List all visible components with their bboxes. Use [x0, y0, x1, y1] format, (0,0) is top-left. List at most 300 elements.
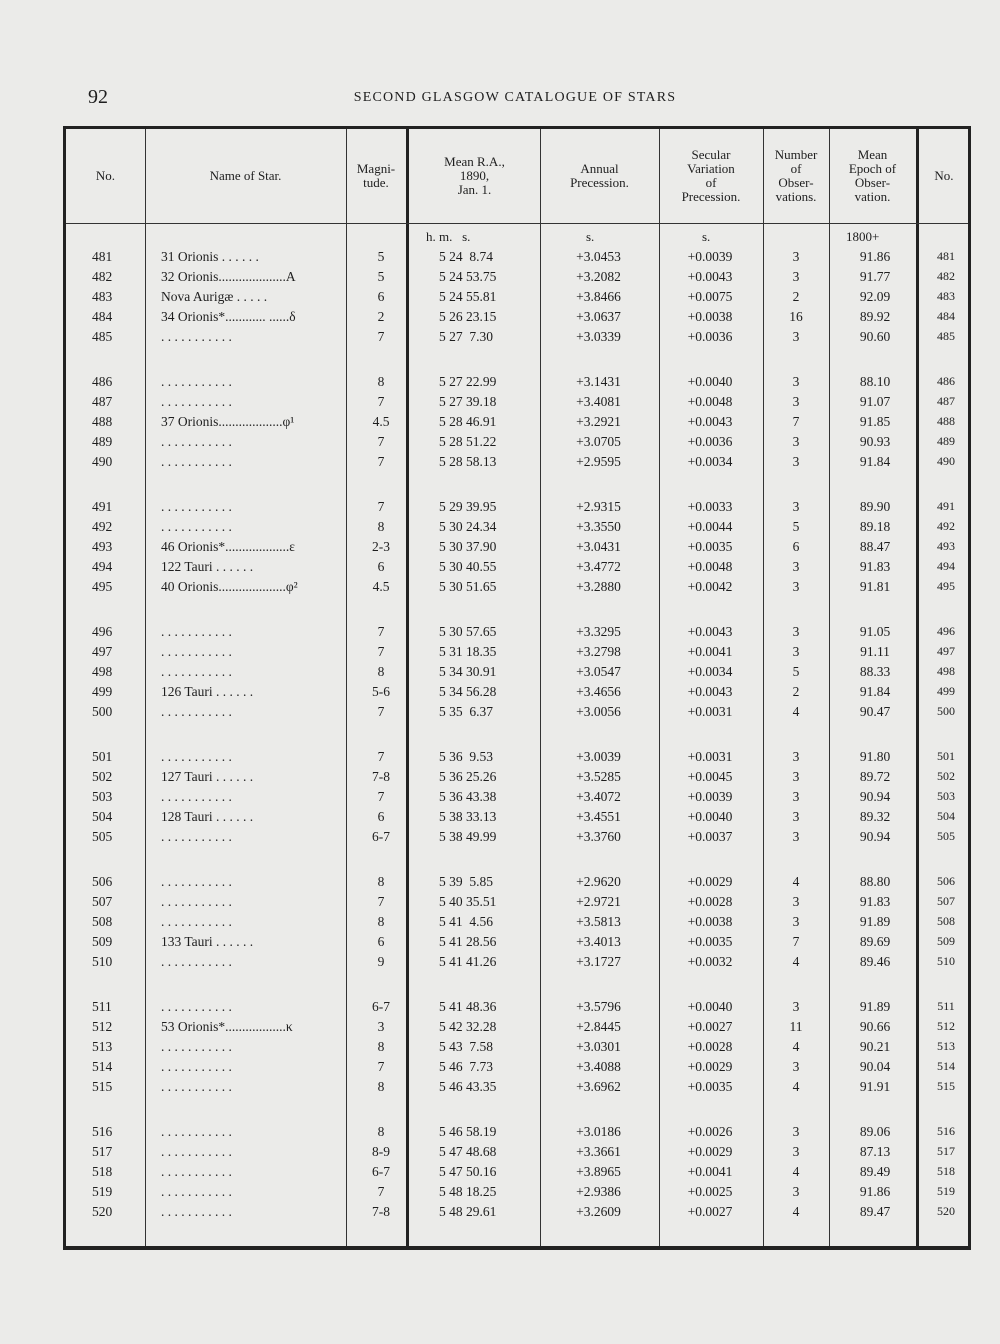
magnitude: 7	[377, 894, 385, 909]
star-number-right: 511	[937, 999, 955, 1013]
table-row	[66, 934, 968, 954]
secular-variation: +0.0045	[687, 769, 733, 784]
secular-variation: +0.0026	[687, 1124, 733, 1139]
star-number-right: 484	[937, 309, 955, 323]
star-number-right: 481	[937, 249, 955, 263]
star-name: . . . . . . . . . . .	[161, 329, 232, 344]
header-ra: Mean R.A., 1890, Jan. 1.	[444, 154, 505, 197]
mean-epoch: 90.60	[859, 329, 891, 344]
mean-epoch: 90.94	[859, 789, 891, 804]
right-ascension: 5 36 25.26	[439, 769, 497, 784]
annual-precession: +3.5285	[576, 769, 621, 784]
mean-epoch: 89.69	[859, 934, 891, 949]
star-number: 494	[92, 559, 113, 574]
star-number: 516	[92, 1124, 113, 1139]
magnitude: 8	[377, 664, 385, 679]
star-number-right: 503	[937, 789, 955, 803]
table-row	[66, 289, 968, 309]
header-no-right: No.	[934, 168, 954, 183]
secular-variation: +0.0032	[687, 954, 733, 969]
annual-precession: +2.9386	[576, 1184, 621, 1199]
star-number: 495	[92, 579, 113, 594]
table-row	[66, 894, 968, 914]
mean-epoch: 90.94	[859, 829, 891, 844]
star-number-right: 487	[937, 394, 955, 408]
secular-variation: +0.0036	[687, 329, 733, 344]
annual-precession: +3.1431	[576, 374, 621, 389]
star-name: . . . . . . . . . . .	[161, 999, 232, 1014]
mean-epoch: 89.92	[859, 309, 891, 324]
magnitude: 6	[377, 289, 385, 304]
mean-epoch: 91.05	[859, 624, 891, 639]
star-name: . . . . . . . . . . .	[161, 624, 232, 639]
mean-epoch: 91.83	[859, 559, 891, 574]
unit-epoch: 1800+	[846, 229, 880, 244]
right-ascension: 5 46 43.35	[439, 1079, 497, 1094]
magnitude: 8	[377, 874, 385, 889]
right-ascension: 5 28 46.91	[439, 414, 497, 429]
mean-epoch: 88.47	[859, 539, 891, 554]
table-row	[66, 414, 968, 434]
magnitude: 6-7	[372, 1164, 390, 1179]
mean-epoch: 89.32	[859, 809, 891, 824]
magnitude: 7	[377, 704, 385, 719]
star-number: 515	[92, 1079, 113, 1094]
table-row	[66, 249, 968, 269]
magnitude: 9	[377, 954, 385, 969]
right-ascension: 5 29 39.95	[439, 499, 497, 514]
annual-precession: +3.0339	[576, 329, 621, 344]
secular-variation: +0.0040	[687, 809, 733, 824]
annual-precession: +3.3661	[576, 1144, 621, 1159]
observation-count: 3	[792, 624, 800, 639]
table-row	[66, 1079, 968, 1099]
annual-precession: +2.9721	[576, 894, 621, 909]
star-name: 127 Tauri . . . . . .	[161, 769, 254, 784]
star-name: 133 Tauri . . . . . .	[161, 934, 254, 949]
secular-variation: +0.0036	[687, 434, 733, 449]
observation-count: 3	[792, 894, 800, 909]
annual-precession: +3.0453	[576, 249, 621, 264]
annual-precession: +3.0705	[576, 434, 621, 449]
header-epoch: Mean Epoch of Obser- vation.	[848, 147, 897, 204]
observation-count: 2	[792, 684, 800, 699]
right-ascension: 5 24 55.81	[439, 289, 497, 304]
secular-variation: +0.0033	[687, 499, 733, 514]
unit-precession: s.	[586, 229, 595, 244]
secular-variation: +0.0028	[687, 1039, 733, 1054]
annual-precession: +3.1727	[576, 954, 621, 969]
observation-count: 3	[792, 644, 800, 659]
star-number: 488	[92, 414, 113, 429]
table-row	[66, 684, 968, 704]
star-number-right: 491	[937, 499, 955, 513]
star-name: . . . . . . . . . . .	[161, 704, 232, 719]
right-ascension: 5 27 7.30	[439, 329, 493, 344]
star-number: 517	[92, 1144, 113, 1159]
mean-epoch: 91.85	[859, 414, 891, 429]
observation-count: 4	[792, 874, 800, 889]
secular-variation: +0.0027	[687, 1019, 733, 1034]
mean-epoch: 90.47	[859, 704, 891, 719]
annual-precession: +3.4072	[576, 789, 621, 804]
right-ascension: 5 47 50.16	[439, 1164, 497, 1179]
secular-variation: +0.0029	[687, 1059, 733, 1074]
right-ascension: 5 39 5.85	[439, 874, 493, 889]
secular-variation: +0.0034	[687, 664, 733, 679]
table-row	[66, 309, 968, 329]
observation-count: 3	[792, 454, 800, 469]
table-row	[66, 1039, 968, 1059]
table-row	[66, 829, 968, 849]
secular-variation: +0.0041	[687, 644, 733, 659]
annual-precession: +3.0056	[576, 704, 621, 719]
table-row	[66, 1059, 968, 1079]
observation-count: 3	[792, 789, 800, 804]
table-row	[66, 374, 968, 394]
table-row	[66, 789, 968, 809]
star-number-right: 509	[937, 934, 955, 948]
star-number: 509	[92, 934, 113, 949]
table-row	[66, 749, 968, 769]
secular-variation: +0.0040	[687, 999, 733, 1014]
mean-epoch: 91.89	[859, 999, 891, 1014]
magnitude: 6-7	[372, 999, 390, 1014]
observation-count: 4	[792, 704, 800, 719]
annual-precession: +3.0431	[576, 539, 621, 554]
right-ascension: 5 38 49.99	[439, 829, 497, 844]
annual-precession: +3.8466	[576, 289, 621, 304]
mean-epoch: 91.89	[859, 914, 891, 929]
mean-epoch: 91.11	[860, 644, 890, 659]
right-ascension: 5 38 33.13	[439, 809, 497, 824]
magnitude: 7-8	[372, 769, 390, 784]
right-ascension: 5 27 22.99	[439, 374, 497, 389]
observation-count: 2	[792, 289, 800, 304]
annual-precession: +3.4772	[576, 559, 621, 574]
star-number-right: 498	[937, 664, 955, 678]
mean-epoch: 91.07	[859, 394, 891, 409]
magnitude: 7	[377, 749, 385, 764]
star-name: . . . . . . . . . . .	[161, 1144, 232, 1159]
observation-count: 3	[792, 769, 800, 784]
star-name: . . . . . . . . . . .	[161, 789, 232, 804]
mean-epoch: 88.80	[859, 874, 891, 889]
secular-variation: +0.0040	[687, 374, 733, 389]
annual-precession: +3.3760	[576, 829, 621, 844]
observation-count: 3	[792, 394, 800, 409]
star-number: 505	[92, 829, 113, 844]
right-ascension: 5 27 39.18	[439, 394, 497, 409]
page-number: 92	[88, 86, 108, 108]
star-number-right: 510	[937, 954, 955, 968]
mean-epoch: 89.46	[859, 954, 891, 969]
right-ascension: 5 34 30.91	[439, 664, 497, 679]
annual-precession: +2.8445	[576, 1019, 621, 1034]
mean-epoch: 91.83	[859, 894, 891, 909]
table-row	[66, 809, 968, 829]
observation-count: 3	[792, 1124, 800, 1139]
star-name: . . . . . . . . . . .	[161, 749, 232, 764]
right-ascension: 5 48 18.25	[439, 1184, 497, 1199]
star-number: 501	[92, 749, 113, 764]
observation-count: 11	[789, 1019, 803, 1034]
star-name: 46 Orionis*...................ε	[161, 539, 295, 554]
table-row	[66, 704, 968, 724]
star-name: . . . . . . . . . . .	[161, 1184, 232, 1199]
mean-epoch: 91.84	[859, 684, 891, 699]
star-number-right: 495	[937, 579, 955, 593]
magnitude: 5	[377, 269, 385, 284]
star-name: . . . . . . . . . . .	[161, 1164, 232, 1179]
right-ascension: 5 36 9.53	[439, 749, 493, 764]
star-name: 122 Tauri . . . . . .	[161, 559, 254, 574]
annual-precession: +2.9620	[576, 874, 621, 889]
star-number: 484	[92, 309, 113, 324]
mean-epoch: 89.72	[859, 769, 891, 784]
right-ascension: 5 34 56.28	[439, 684, 497, 699]
secular-variation: +0.0025	[687, 1184, 733, 1199]
right-ascension: 5 43 7.58	[439, 1039, 493, 1054]
magnitude: 8-9	[372, 1144, 390, 1159]
observation-count: 3	[792, 1144, 800, 1159]
star-number-right: 493	[937, 539, 955, 553]
secular-variation: +0.0035	[687, 934, 733, 949]
star-name: 128 Tauri . . . . . .	[161, 809, 254, 824]
mean-epoch: 90.04	[859, 1059, 891, 1074]
observation-count: 3	[792, 914, 800, 929]
mean-epoch: 90.21	[859, 1039, 891, 1054]
star-name: . . . . . . . . . . .	[161, 644, 232, 659]
mean-epoch: 89.90	[859, 499, 891, 514]
table-row	[66, 1144, 968, 1164]
annual-precession: +2.9595	[576, 454, 621, 469]
star-number-right: 486	[937, 374, 955, 388]
right-ascension: 5 41 41.26	[439, 954, 497, 969]
star-number: 512	[92, 1019, 113, 1034]
observation-count: 3	[792, 499, 800, 514]
right-ascension: 5 24 53.75	[439, 269, 497, 284]
star-number: 504	[92, 809, 113, 824]
star-name: 32 Orionis....................A	[161, 269, 296, 284]
mean-epoch: 91.77	[859, 269, 891, 284]
observation-count: 3	[792, 829, 800, 844]
star-number-right: 501	[937, 749, 955, 763]
mean-epoch: 89.49	[859, 1164, 891, 1179]
star-number: 483	[92, 289, 113, 304]
magnitude: 7	[377, 499, 385, 514]
star-number: 492	[92, 519, 113, 534]
header-rule	[66, 223, 968, 224]
secular-variation: +0.0043	[687, 624, 733, 639]
star-number: 482	[92, 269, 113, 284]
annual-precession: +3.4081	[576, 394, 621, 409]
observation-count: 4	[792, 1079, 800, 1094]
annual-precession: +3.0637	[576, 309, 621, 324]
star-name: . . . . . . . . . . .	[161, 434, 232, 449]
annual-precession: +2.9315	[576, 499, 621, 514]
observation-count: 3	[792, 1184, 800, 1199]
star-number-right: 507	[937, 894, 955, 908]
star-name: 37 Orionis...................φ¹	[161, 414, 295, 429]
observation-count: 3	[792, 434, 800, 449]
annual-precession: +3.6962	[576, 1079, 621, 1094]
magnitude: 6	[377, 934, 385, 949]
table-row	[66, 394, 968, 414]
observation-count: 7	[792, 934, 800, 949]
secular-variation: +0.0042	[687, 579, 733, 594]
secular-variation: +0.0038	[687, 914, 733, 929]
star-name: 34 Orionis*............ ......δ	[161, 309, 296, 324]
star-number: 510	[92, 954, 113, 969]
header-magnitude: Magni- tude.	[356, 161, 396, 190]
secular-variation: +0.0028	[687, 894, 733, 909]
magnitude: 6	[377, 559, 385, 574]
right-ascension: 5 35 6.37	[439, 704, 493, 719]
secular-variation: +0.0039	[687, 789, 733, 804]
star-number: 513	[92, 1039, 113, 1054]
table-row	[66, 1204, 968, 1224]
observation-count: 4	[792, 1039, 800, 1054]
star-number-right: 512	[937, 1019, 955, 1033]
star-number: 486	[92, 374, 113, 389]
magnitude: 8	[377, 1124, 385, 1139]
star-number-right: 513	[937, 1039, 955, 1053]
star-number-right: 489	[937, 434, 955, 448]
annual-precession: +3.4656	[576, 684, 621, 699]
observation-count: 5	[792, 519, 800, 534]
right-ascension: 5 30 40.55	[439, 559, 497, 574]
star-number-right: 504	[937, 809, 955, 823]
magnitude: 2	[377, 309, 385, 324]
observation-count: 16	[789, 309, 803, 324]
star-number: 514	[92, 1059, 113, 1074]
annual-precession: +3.0547	[576, 664, 621, 679]
observation-count: 3	[792, 749, 800, 764]
unit-secular: s.	[702, 229, 711, 244]
magnitude: 7	[377, 624, 385, 639]
annual-precession: +3.5796	[576, 999, 621, 1014]
mean-epoch: 89.18	[859, 519, 891, 534]
right-ascension: 5 30 37.90	[439, 539, 497, 554]
right-ascension: 5 26 23.15	[439, 309, 497, 324]
star-number-right: 520	[937, 1204, 955, 1218]
star-number-right: 505	[937, 829, 955, 843]
annual-precession: +3.3295	[576, 624, 621, 639]
star-name: 40 Orionis....................φ²	[161, 579, 298, 594]
annual-precession: +3.2609	[576, 1204, 621, 1219]
magnitude: 7	[377, 1184, 385, 1199]
secular-variation: +0.0048	[687, 394, 733, 409]
star-number-right: 499	[937, 684, 955, 698]
right-ascension: 5 30 24.34	[439, 519, 497, 534]
star-number: 518	[92, 1164, 113, 1179]
magnitude: 7	[377, 1059, 385, 1074]
star-name: . . . . . . . . . . .	[161, 394, 232, 409]
observation-count: 3	[792, 579, 800, 594]
star-number-right: 482	[937, 269, 955, 283]
star-number-right: 497	[937, 644, 955, 658]
right-ascension: 5 24 8.74	[439, 249, 493, 264]
star-number-right: 514	[937, 1059, 955, 1073]
magnitude: 7	[377, 454, 385, 469]
secular-variation: +0.0043	[687, 269, 733, 284]
star-number: 508	[92, 914, 113, 929]
mean-epoch: 91.80	[859, 749, 891, 764]
secular-variation: +0.0035	[687, 539, 733, 554]
table-row	[66, 1124, 968, 1144]
star-number-right: 490	[937, 454, 955, 468]
secular-variation: +0.0043	[687, 684, 733, 699]
observation-count: 3	[792, 999, 800, 1014]
header-observations: Number of Obser- vations.	[774, 147, 818, 204]
mean-epoch: 91.86	[859, 1184, 891, 1199]
magnitude: 8	[377, 1039, 385, 1054]
star-name: . . . . . . . . . . .	[161, 499, 232, 514]
star-name: . . . . . . . . . . .	[161, 664, 232, 679]
table-row	[66, 914, 968, 934]
mean-epoch: 91.86	[859, 249, 891, 264]
star-name: . . . . . . . . . . .	[161, 829, 232, 844]
secular-variation: +0.0075	[687, 289, 733, 304]
magnitude: 4.5	[372, 579, 390, 594]
right-ascension: 5 41 28.56	[439, 934, 497, 949]
right-ascension: 5 30 57.65	[439, 624, 497, 639]
magnitude: 7	[377, 394, 385, 409]
star-name: . . . . . . . . . . .	[161, 1079, 232, 1094]
table-row	[66, 579, 968, 599]
mean-epoch: 87.13	[859, 1144, 891, 1159]
star-name: . . . . . . . . . . .	[161, 374, 232, 389]
observation-count: 7	[792, 414, 800, 429]
magnitude: 7	[377, 329, 385, 344]
right-ascension: 5 28 51.22	[439, 434, 497, 449]
star-name: . . . . . . . . . . .	[161, 1039, 232, 1054]
table-row	[66, 539, 968, 559]
annual-precession: +3.4551	[576, 809, 621, 824]
star-number: 487	[92, 394, 113, 409]
observation-count: 3	[792, 374, 800, 389]
magnitude: 6-7	[372, 829, 390, 844]
table-row	[66, 269, 968, 289]
table-row	[66, 519, 968, 539]
star-number: 485	[92, 329, 113, 344]
table-row	[66, 874, 968, 894]
star-number-right: 508	[937, 914, 955, 928]
star-name: . . . . . . . . . . .	[161, 519, 232, 534]
table-row	[66, 624, 968, 644]
header-no: No.	[95, 168, 116, 183]
star-number-right: 519	[937, 1184, 955, 1198]
star-number: 499	[92, 684, 113, 699]
star-name: . . . . . . . . . . .	[161, 954, 232, 969]
star-number-right: 483	[937, 289, 955, 303]
annual-precession: +3.5813	[576, 914, 621, 929]
star-name: Nova Aurigæ . . . . .	[161, 289, 268, 304]
observation-count: 5	[792, 664, 800, 679]
star-number: 502	[92, 769, 113, 784]
secular-variation: +0.0039	[687, 249, 733, 264]
star-number-right: 502	[937, 769, 955, 783]
star-number-right: 506	[937, 874, 955, 888]
units-row	[66, 229, 968, 247]
observation-count: 3	[792, 269, 800, 284]
right-ascension: 5 41 48.36	[439, 999, 497, 1014]
secular-variation: +0.0031	[687, 749, 733, 764]
right-ascension: 5 46 7.73	[439, 1059, 493, 1074]
right-ascension: 5 42 32.28	[439, 1019, 497, 1034]
star-name: . . . . . . . . . . .	[161, 914, 232, 929]
